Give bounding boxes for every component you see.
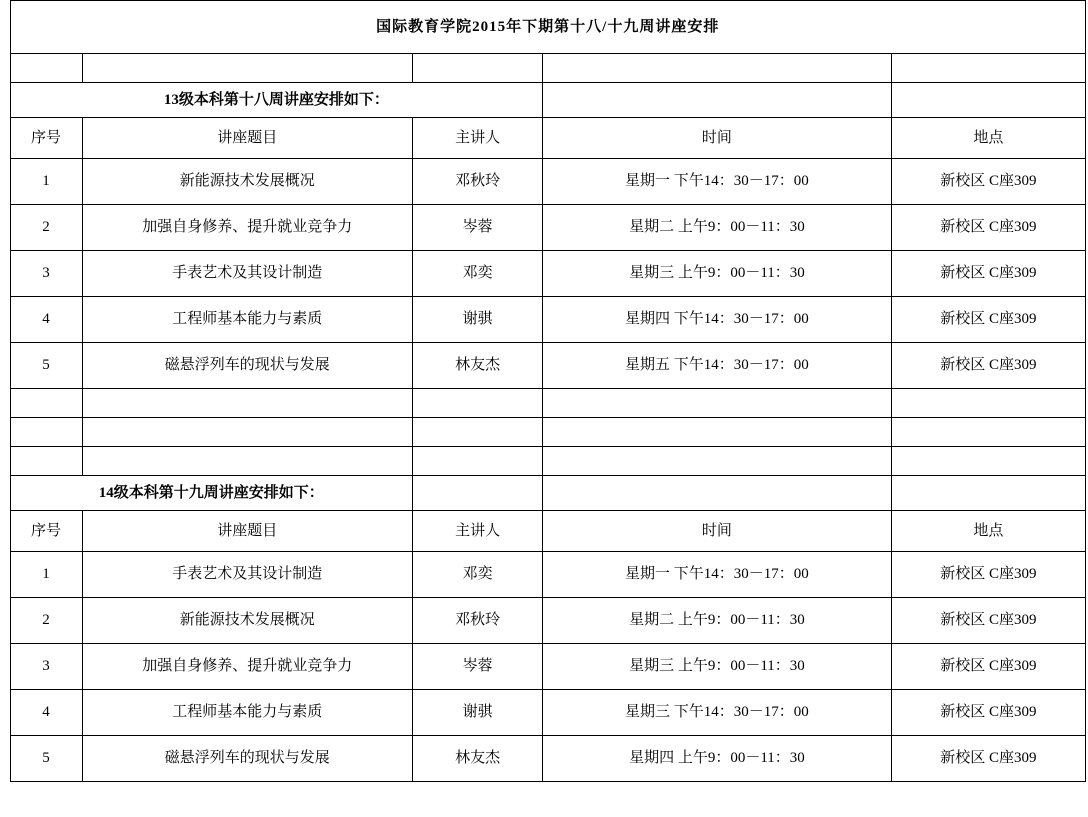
cell-location: 新校区 C座309 — [891, 297, 1085, 343]
table-row — [0, 598, 1086, 644]
cell-location: 新校区 C座309 — [891, 690, 1085, 736]
blank-cell — [82, 447, 412, 476]
blank-row — [0, 54, 1086, 83]
cell-topic: 加强自身修养、提升就业竞争力 — [82, 205, 412, 251]
cell-index: 3 — [10, 251, 82, 297]
cell-topic: 手表艺术及其设计制造 — [82, 251, 412, 297]
section-label-row-1 — [0, 83, 1086, 118]
spacer-cell — [0, 476, 10, 511]
spacer-cell — [0, 297, 10, 343]
cell-location: 新校区 C座309 — [891, 598, 1085, 644]
cell-index: 2 — [10, 205, 82, 251]
cell-index: 1 — [10, 552, 82, 598]
cell-index: 5 — [10, 343, 82, 389]
spacer-cell — [0, 159, 10, 205]
document-title: 国际教育学院2015年下期第十八/十九周讲座安排 — [10, 1, 1086, 54]
column-header-location: 地点 — [891, 118, 1085, 159]
cell-speaker: 邓秋玲 — [413, 598, 543, 644]
cell-speaker: 谢骐 — [413, 297, 543, 343]
cell-time: 星期三 下午14：30－17：00 — [543, 690, 891, 736]
spacer-cell — [0, 690, 10, 736]
spacer-cell — [0, 736, 10, 782]
cell-location: 新校区 C座309 — [891, 159, 1085, 205]
cell-topic: 工程师基本能力与素质 — [82, 690, 412, 736]
spacer-cell — [0, 205, 10, 251]
blank-row — [0, 418, 1086, 447]
blank-cell — [10, 54, 82, 83]
blank-cell — [10, 447, 82, 476]
cell-topic: 手表艺术及其设计制造 — [82, 552, 412, 598]
spacer-cell — [0, 118, 10, 159]
cell-time: 星期四 上午9：00－11：30 — [543, 736, 891, 782]
spacer-cell — [0, 343, 10, 389]
spacer-cell — [0, 598, 10, 644]
blank-cell — [543, 418, 891, 447]
column-header-speaker: 主讲人 — [413, 511, 543, 552]
cell-speaker: 岑蓉 — [413, 644, 543, 690]
blank-cell — [543, 476, 891, 511]
cell-time: 星期四 下午14：30－17：00 — [543, 297, 891, 343]
cell-location: 新校区 C座309 — [891, 251, 1085, 297]
cell-index: 5 — [10, 736, 82, 782]
cell-index: 4 — [10, 297, 82, 343]
column-header-topic: 讲座题目 — [82, 118, 412, 159]
cell-location: 新校区 C座309 — [891, 343, 1085, 389]
blank-cell — [891, 83, 1085, 118]
column-header-index: 序号 — [10, 118, 82, 159]
cell-time: 星期一 下午14：30－17：00 — [543, 159, 891, 205]
blank-cell — [543, 83, 891, 118]
table-row — [0, 343, 1086, 389]
cell-speaker: 岑蓉 — [413, 205, 543, 251]
blank-cell — [543, 54, 891, 83]
cell-topic: 磁悬浮列车的现状与发展 — [82, 343, 412, 389]
blank-cell — [413, 54, 543, 83]
column-header-time: 时间 — [543, 118, 891, 159]
column-header-topic: 讲座题目 — [82, 511, 412, 552]
cell-topic: 加强自身修养、提升就业竞争力 — [82, 644, 412, 690]
cell-location: 新校区 C座309 — [891, 644, 1085, 690]
section-label-row-2 — [0, 476, 1086, 511]
blank-cell — [891, 389, 1085, 418]
blank-cell — [10, 418, 82, 447]
blank-cell — [413, 447, 543, 476]
cell-time: 星期三 上午9：00－11：30 — [543, 251, 891, 297]
cell-index: 2 — [10, 598, 82, 644]
blank-cell — [543, 447, 891, 476]
section-label-2: 14级本科第十九周讲座安排如下： — [10, 476, 413, 511]
blank-cell — [891, 418, 1085, 447]
blank-row — [0, 447, 1086, 476]
cell-speaker: 邓奕 — [413, 251, 543, 297]
blank-cell — [10, 389, 82, 418]
table-row — [0, 644, 1086, 690]
cell-speaker: 谢骐 — [413, 690, 543, 736]
cell-topic: 磁悬浮列车的现状与发展 — [82, 736, 412, 782]
cell-time: 星期二 上午9：00－11：30 — [543, 598, 891, 644]
spacer-cell — [0, 418, 10, 447]
cell-index: 4 — [10, 690, 82, 736]
cell-index: 1 — [10, 159, 82, 205]
table-row — [0, 159, 1086, 205]
table-row — [0, 736, 1086, 782]
blank-cell — [891, 447, 1085, 476]
cell-time: 星期一 下午14：30－17：00 — [543, 552, 891, 598]
spacer-cell — [0, 251, 10, 297]
blank-cell — [543, 389, 891, 418]
blank-cell — [891, 54, 1085, 83]
spacer-cell — [0, 644, 10, 690]
blank-cell — [82, 54, 412, 83]
column-header-time: 时间 — [543, 511, 891, 552]
column-header-index: 序号 — [10, 511, 82, 552]
spacer-cell — [0, 1, 10, 54]
blank-cell — [891, 476, 1085, 511]
blank-cell — [413, 389, 543, 418]
cell-location: 新校区 C座309 — [891, 205, 1085, 251]
table-row — [0, 251, 1086, 297]
blank-cell — [413, 418, 543, 447]
table-row — [0, 552, 1086, 598]
cell-speaker: 邓奕 — [413, 552, 543, 598]
cell-speaker: 林友杰 — [413, 736, 543, 782]
spacer-cell — [0, 54, 10, 83]
cell-time: 星期三 上午9：00－11：30 — [543, 644, 891, 690]
column-header-speaker: 主讲人 — [413, 118, 543, 159]
blank-cell — [82, 389, 412, 418]
column-header-location: 地点 — [891, 511, 1085, 552]
table-row — [0, 690, 1086, 736]
spacer-cell — [0, 447, 10, 476]
blank-cell — [413, 476, 543, 511]
cell-speaker: 林友杰 — [413, 343, 543, 389]
cell-topic: 工程师基本能力与素质 — [82, 297, 412, 343]
blank-row — [0, 389, 1086, 418]
cell-location: 新校区 C座309 — [891, 552, 1085, 598]
table-header-row-2 — [0, 511, 1086, 552]
spacer-cell — [0, 552, 10, 598]
blank-cell — [82, 418, 412, 447]
cell-location: 新校区 C座309 — [891, 736, 1085, 782]
section-label-1: 13级本科第十八周讲座安排如下： — [10, 83, 543, 118]
spacer-cell — [0, 83, 10, 118]
table-header-row-1 — [0, 118, 1086, 159]
cell-time: 星期二 上午9：00－11：30 — [543, 205, 891, 251]
cell-topic: 新能源技术发展概况 — [82, 159, 412, 205]
spacer-cell — [0, 389, 10, 418]
table-row — [0, 297, 1086, 343]
cell-index: 3 — [10, 644, 82, 690]
cell-topic: 新能源技术发展概况 — [82, 598, 412, 644]
spacer-cell — [0, 511, 10, 552]
cell-time: 星期五 下午14：30－17：00 — [543, 343, 891, 389]
table-row — [0, 205, 1086, 251]
cell-speaker: 邓秋玲 — [413, 159, 543, 205]
title-row — [0, 1, 1086, 54]
